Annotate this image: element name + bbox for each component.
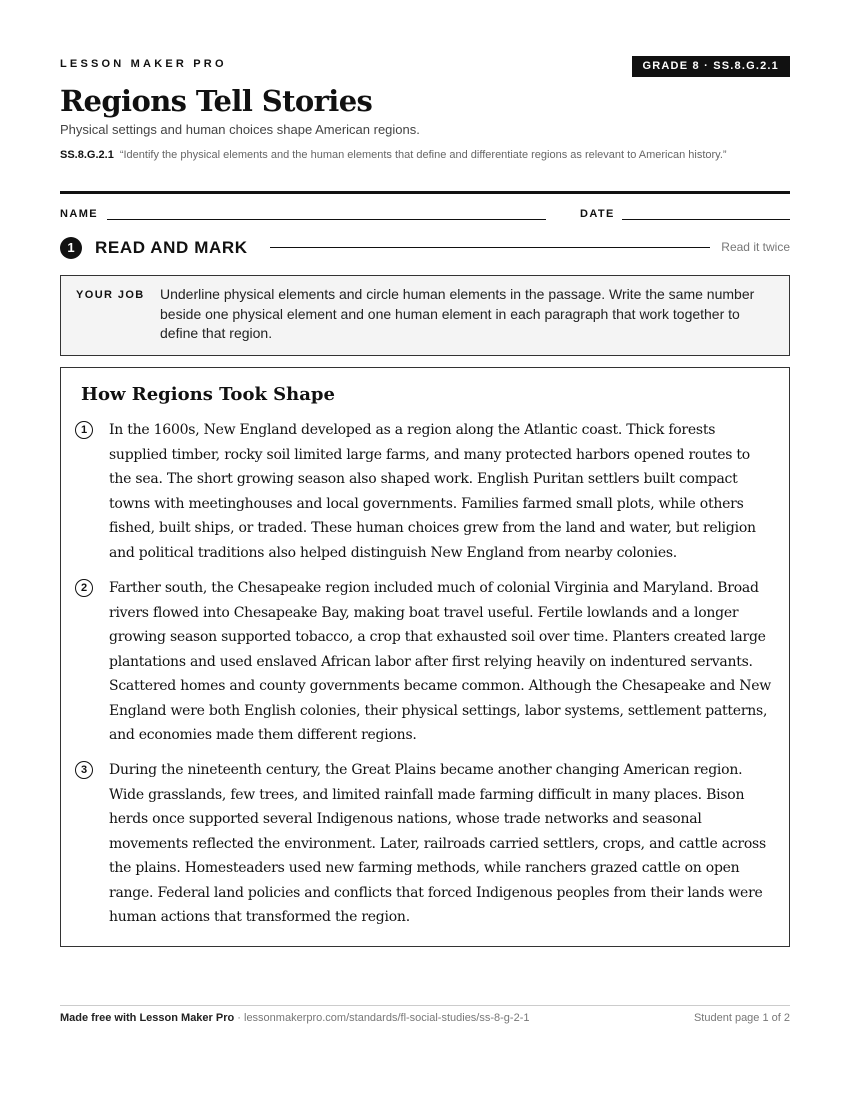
name-label: NAME <box>60 208 98 220</box>
footer-divider <box>60 1005 790 1006</box>
grade-badge: GRADE 8 · SS.8.G.2.1 <box>632 56 790 77</box>
paragraph-number: 2 <box>75 579 93 597</box>
page-number: Student page 1 of 2 <box>693 1012 790 1024</box>
instructions-box <box>60 275 790 356</box>
passage-title: How Regions Took Shape <box>81 384 335 405</box>
section-divider <box>270 247 710 248</box>
footer-url[interactable]: · lessonmakerpro.com/standards/fl-social-studies/ss-8-g-2-1 <box>234 1012 530 1024</box>
paragraph-text: Farther south, the Chesapeake region included much of colonial Virginia and Maryland. Broad rivers flowed into Chesapeake Bay, making boat travel useful. Fertile lowlands and a longer growing season supported tobacco, a crop that exhausted soil over time. Planters created large plantations and used enslaved African labor after first relying heavily on indentured servants. Scattered homes and county governments became common. Although the Chesapeake and New England were both English colonies, their physical settings, labor systems, settlement patterns, and economies made them different regions. <box>109 580 772 743</box>
standard-text: “Identify the physical elements and the human elements that define and differentiate regions as relevant to American history.” <box>119 149 727 161</box>
paragraph-text: During the nineteenth century, the Great Plains became another changing American region. Wide grasslands, few trees, and limited rainfall made farming difficult in many places. Bison herds once supported several Indigenous nations, whose trade networks and seasonal movements reflected the environment. Later, railroads carried settlers, crops, and cattle across the plains. Homesteaders used new farming methods, while ranchers grazed cattle on open range. Federal land policies and conflicts that forced Indigenous peoples from their lands were human actions that transformed the region. <box>109 762 766 925</box>
paragraph-number: 1 <box>75 421 93 439</box>
date-field[interactable] <box>622 219 790 220</box>
section-note: Read it twice <box>721 240 790 254</box>
page-title: Regions Tell Stories <box>60 84 373 118</box>
instructions-label: YOUR JOB <box>76 289 145 301</box>
section-title: READ AND MARK <box>95 238 248 257</box>
standard-statement <box>60 147 780 164</box>
top-bar <box>60 56 790 78</box>
brand-name: LESSON MAKER PRO <box>60 58 227 70</box>
standard-code: SS.8.G.2.1 <box>60 149 114 161</box>
paragraph-number: 3 <box>75 761 93 779</box>
header-divider <box>60 191 790 194</box>
name-field[interactable] <box>107 219 546 220</box>
date-label: DATE <box>580 208 615 220</box>
paragraph-text: In the 1600s, New England developed as a region along the Atlantic coast. Thick forests supplied timber, rocky soil limited large farms, and many protected harbors opened routes to the sea. The short growing season also shaped work. English Puritan settlers built compact towns with meetinghouses and local governments. Families farmed small plots, while others fished, built ships, or traded. These human choices grew from the land and water, but religion and political traditions also helped distinguish New England from nearby colonies. <box>109 422 756 561</box>
footer-credit: Made free with Lesson Maker Pro <box>60 1012 235 1024</box>
section-number: 1 <box>60 237 82 259</box>
page-subtitle: Physical settings and human choices shape American regions. <box>60 122 420 137</box>
instructions-text: Underline physical elements and circle human elements in the passage. Write the same number beside one physical element and one human element in each paragraph that work together to define that region. <box>160 286 755 341</box>
reading-passage <box>60 367 790 947</box>
footer <box>60 1012 790 1024</box>
section-header <box>60 237 790 259</box>
name-date-row <box>60 208 790 222</box>
